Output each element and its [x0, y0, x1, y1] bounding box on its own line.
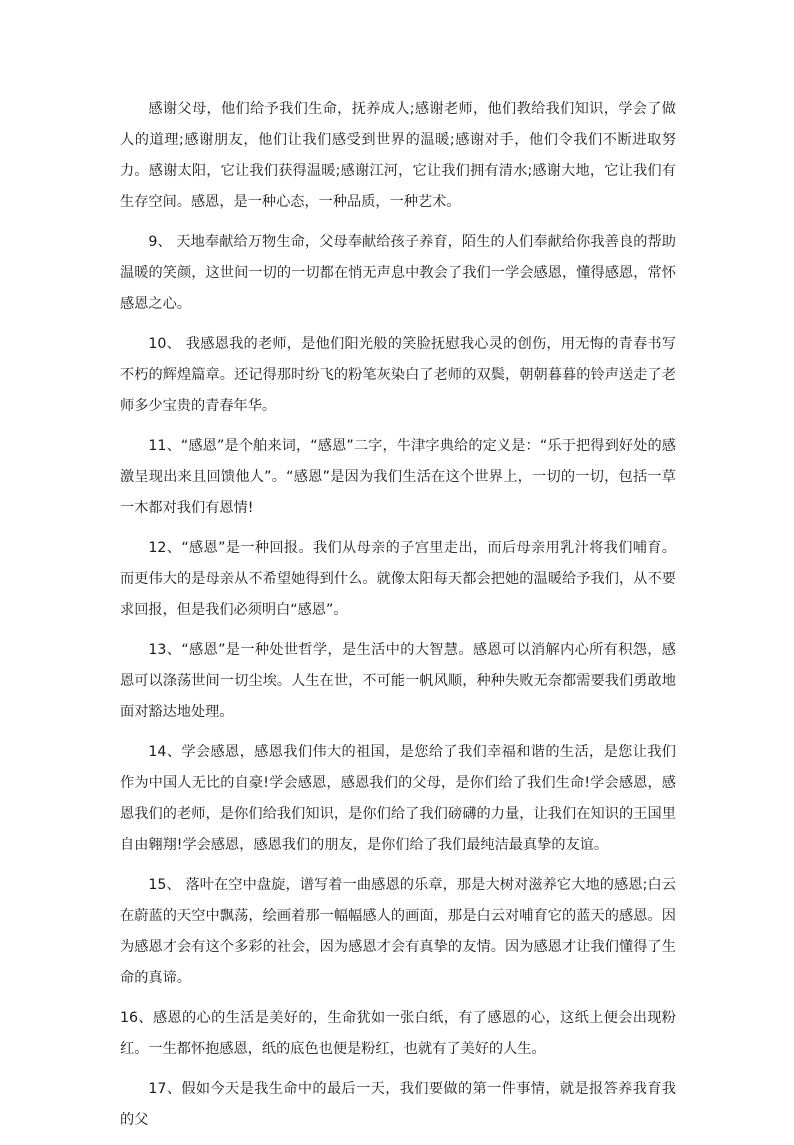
paragraph-13: 13、“感恩”是一种处世哲学，是生活中的大智慧。感恩可以消解内心所有积怨，感恩可以涤荡世间一切尘埃。人生在世，不可能一帆风顺，种种失败无奈都需要我们勇敢地面对豁达地处理。	[120, 642, 676, 720]
paragraph-11: 11、“感恩”是个舶来词，“感恩”二字，牛津字典给的定义是：“乐于把得到好处的感激呈现出来且回馈他人”。“感恩”是因为我们生活在这个世界上，一切的一切，包括一草一木都对我们有恩情!	[120, 438, 676, 516]
paragraph-9: 9、 天地奉献给万物生命，父母奉献给孩子养育，陌生的人们奉献给你我善良的帮助温暖的笑颜，这世间一切的一切都在悄无声息中教会了我们一学会感恩，懂得感恩，常怀感恩之心。	[120, 234, 676, 312]
paragraph-10: 10、 我感恩我的老师，是他们阳光般的笑脸抚慰我心灵的创伤，用无悔的青春书写不朽的辉煌篇章。还记得那时纷飞的粉笔灰染白了老师的双鬓，朝朝暮暮的铃声送走了老师多少宝贵的青春年华。	[120, 336, 676, 414]
paragraph-15: 15、 落叶在空中盘旋，谱写着一曲感恩的乐章，那是大树对滋养它大地的感恩;白云在蔚蓝的天空中飘荡，绘画着那一幅幅感人的画面，那是白云对哺育它的蓝天的感恩。因为感恩才会有这个多彩的社会，因为感恩才会有真挚的友情。因为感恩才让我们懂得了生命的真谛。	[120, 877, 676, 986]
document-body	[120, 94, 676, 1145]
paragraph-17: 17、假如今天是我生命中的最后一天，我们要做的第一件事情，就是报答养我育我的父	[120, 1081, 676, 1128]
paragraph-intro: 感谢父母，他们给予我们生命，抚养成人;感谢老师，他们教给我们知识，学会了做人的道理;感谢朋友，他们让我们感受到世界的温暖;感谢对手，他们令我们不断进取努力。感谢太阳，它让我们获得温暖;感谢江河，它让我们拥有清水;感谢大地，它让我们有生存空间。感恩，是一种心态，一种品质，一种艺术。	[120, 101, 676, 210]
paragraph-14: 14、学会感恩，感恩我们伟大的祖国，是您给了我们幸福和谐的生活，是您让我们作为中国人无比的自豪!学会感恩，感恩我们的父母，是你们给了我们生命!学会感恩，感恩我们的老师，是你们给我们知识，是你们给了我们磅礴的力量，让我们在知识的王国里自由翱翔!学会感恩，感恩我们的朋友，是你们给了我们最纯洁最真挚的友谊。	[120, 744, 676, 853]
paragraph-16: 16、感恩的心的生活是美好的，生命犹如一张白纸，有了感恩的心，这纸上便会出现粉红。一生都怀抱感恩，纸的底色也便是粉红，也就有了美好的人生。	[120, 1010, 676, 1057]
paragraph-12: 12、“感恩”是一种回报。我们从母亲的子宫里走出，而后母亲用乳汁将我们哺育。而更伟大的是母亲从不希望她得到什么。就像太阳每天都会把她的温暖给予我们，从不要求回报，但是我们必须明白“感恩”。	[120, 540, 676, 618]
